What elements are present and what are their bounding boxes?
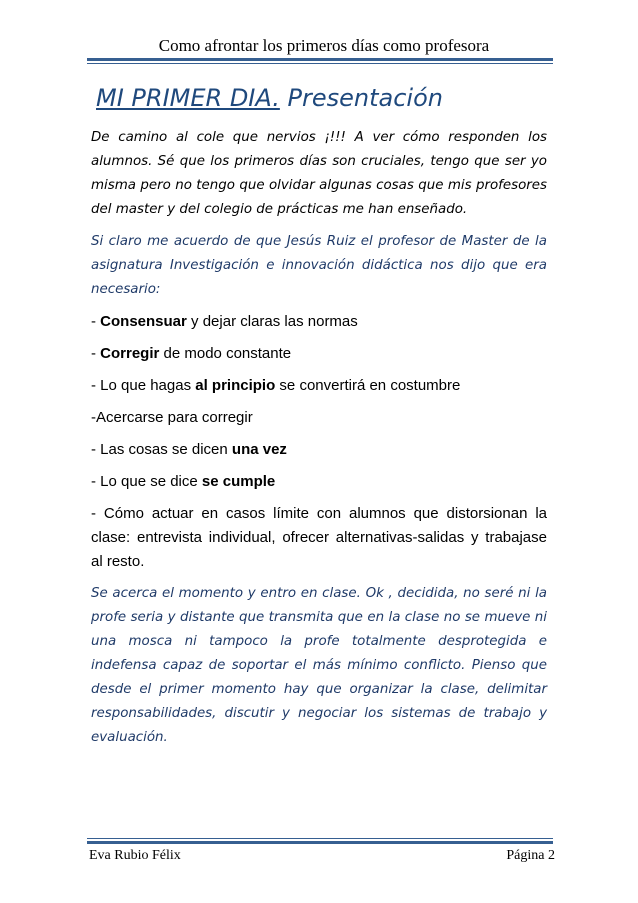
- list-item-text: - Lo que hagas: [91, 377, 196, 394]
- list-item-text: se convertirá en costumbre: [275, 377, 461, 394]
- list-item-text: - Las cosas se dicen: [91, 441, 232, 458]
- list-item-text: -Acercarse para corregir: [91, 409, 253, 426]
- paragraph-memory: Si claro me acuerdo de que Jesús Ruiz el profesor de Master de la asignatura Investigación e innovación didáctica nos dijo que era necesario:: [91, 234, 547, 297]
- list-item-bold: al principio: [195, 377, 276, 394]
- list-item: [91, 502, 547, 574]
- list-item: [91, 438, 547, 462]
- list-item: [91, 310, 547, 334]
- list-item-bold: Consensuar: [100, 313, 187, 330]
- paragraph-first-class: Se acerca el momento y entro en clase. Ok , decidida, no seré ni la profe seria y distante que transmita que en la clase no se mueve ni una mosca ni tampoco la profe totalmente desprotegida e indefensa capaz de soportar el más mínimo conflicto. Pienso que desde el primer momento hay que organizar la clase, delimitar responsabilidades, discutir y negociar los sistemas de trabajo y evaluación.: [91, 586, 547, 745]
- footer-page-number: Página 2: [506, 848, 555, 863]
- list-item: [91, 470, 547, 494]
- section-heading: [96, 84, 443, 112]
- list-item: [91, 406, 547, 430]
- footer-rule-thin: [87, 838, 553, 839]
- list-item-text: y dejar claras las normas: [186, 313, 358, 330]
- list-item-bold: una vez: [231, 441, 287, 458]
- list-item-bold: se cumple: [201, 473, 276, 490]
- list-item-text: -: [91, 345, 101, 362]
- paragraph-intro: De camino al cole que nervios ¡!!! A ver cómo responden los alumnos. Sé que los primeros días son cruciales, tengo que ser yo misma pero no tengo que olvidar algunas cosas que mis profesores del master y del colegio de prácticas me han enseñado.: [91, 130, 547, 217]
- page-header-title: Como afrontar los primeros días como profesora: [158, 36, 490, 55]
- list-item-text: de modo constante: [159, 345, 292, 362]
- footer-rule-thick: [87, 841, 553, 844]
- section-heading-rest: Presentación: [279, 84, 443, 112]
- list-item-text: - Lo que se dice: [91, 473, 202, 490]
- list-item-bold: Corregir: [100, 345, 160, 362]
- list-item-text: -: [91, 313, 101, 330]
- header-rule-thick: [87, 58, 553, 61]
- header-rule-thin: [87, 63, 553, 64]
- footer-author: Eva Rubio Félix: [89, 848, 181, 863]
- body-content: [91, 126, 547, 758]
- list-item: [91, 342, 547, 366]
- list-item: [91, 374, 547, 398]
- list-item-text: - Cómo actuar en casos límite con alumnos que distorsionan la clase: entrevista individual, ofrecer alternativas-salidas y trabajase al resto.: [91, 505, 547, 570]
- section-heading-underlined: MI PRIMER DIA.: [96, 84, 280, 112]
